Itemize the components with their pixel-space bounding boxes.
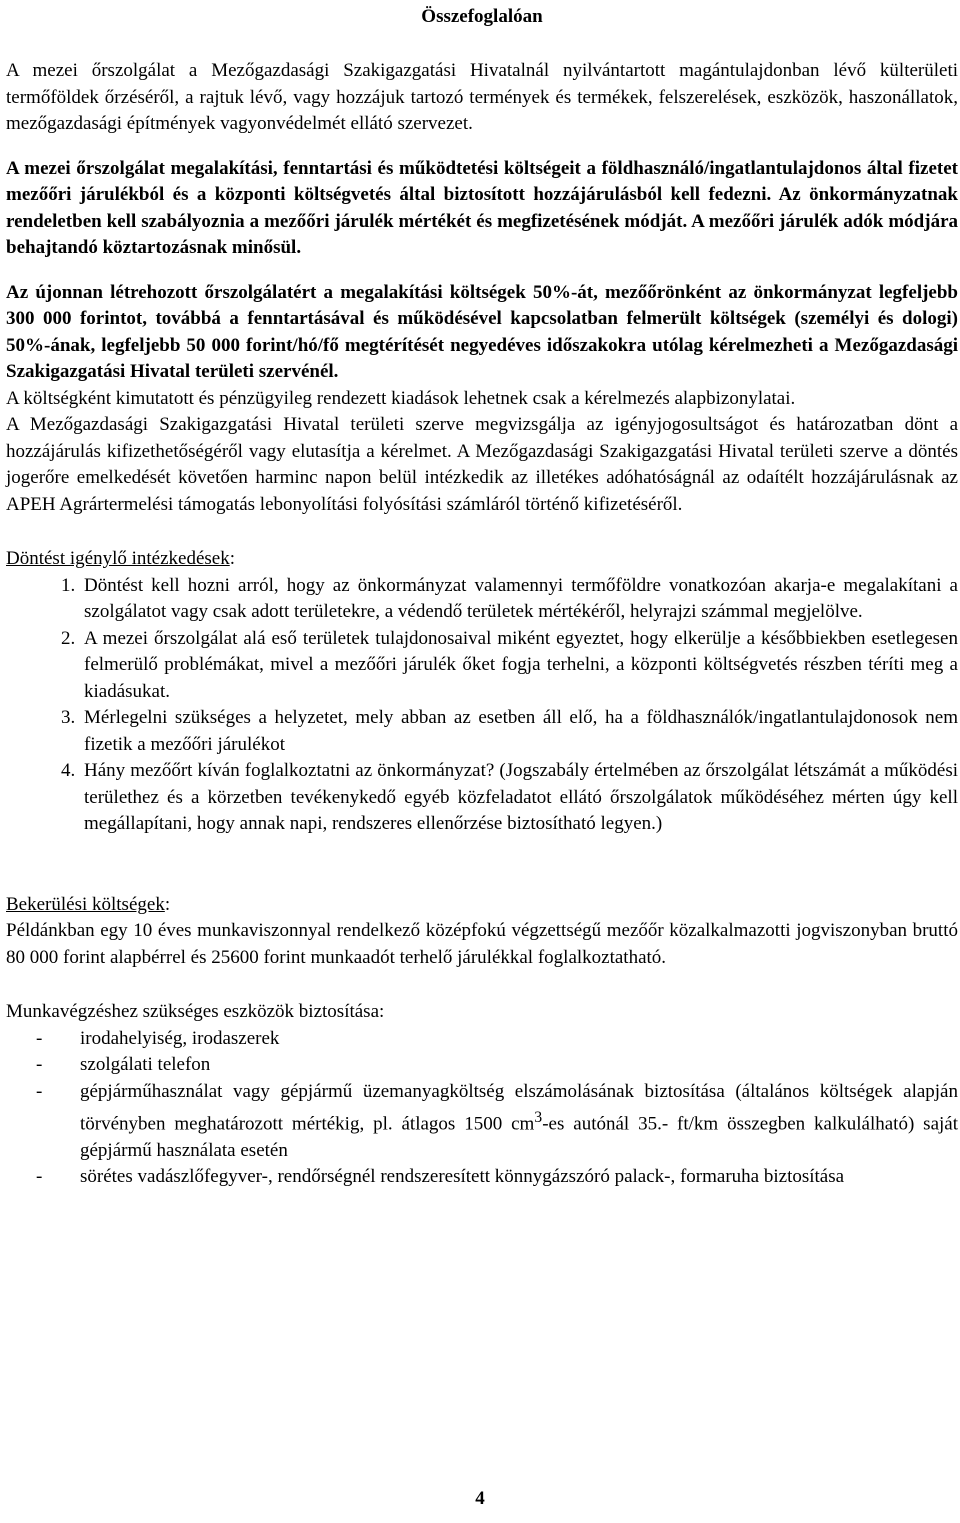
funding-paragraph: A mezei őrszolgálat megalakítási, fenntartási és működtetési költségeit a földhasználó/ingatlantulajdonos által fizetet mezőőri járulékból és a központi költségvetés által biztosított hozzájárulásból kell fedezni. Az önkormányzatnak rendeletben kell szabályoznia a mezőőri járulék mértékét és megfizetésének módját. A mezőőri járulék adók módjára behajtandó köztartozásnak minősül. [6,157,958,258]
decision-item-4: 4. Hány mezőőrt kíván foglalkoztatni az önkormányzat? (Jogszabály értelmében az őrszolgálat létszámát a működési területhez és a körzetben tevékenykedő egyéb közfeladatot ellátó őrszolgálatok működéséhez mérten úgy kell megállapítani, hogy annak napi, rendszeres ellenőrzése biztosítható legyen.) [80,758,958,838]
vehicle-text-before: gépjárműhasználat vagy gépjármű üzemanyagköltség elszámolásának biztosítása (általános költségek alapján törvényben meghatározott mértékig, pl. átlagos 1500 cm [80,1080,958,1135]
intro-paragraph: A mezei őrszolgálat a Mezőgazdasági Szakigazgatási Hivatalnál nyilvántartott magántulajdonban lévő külterületi termőföldek őrzéséről, a rajtuk lévő, vagy hozzájuk tartozó termények és termékek, felszerelések, eszközök, haszonállatok, mezőgazdasági építmények vagyonvédelmét ellátó szervezet. [6,60,958,134]
costs-heading [6,892,958,919]
decisions-section [6,546,958,838]
decision-item-2: 2. A mezei őrszolgálat alá eső területek tulajdonosaival miként egyeztet, hogy elkerülje a későbbiekben esetlegesen felmerülő problémákat, mivel a mezőőri járulék őket fogja terhelni, a központi költségvetés részben téríti meg a kiadásukat. [80,626,958,706]
tool-item-vehicle [6,1079,958,1165]
superscript-three: 3 [534,1109,543,1126]
dash-bullet: - [36,1080,43,1102]
costs-heading-text: Bekerülési költségek [6,893,165,915]
costs-section [6,892,958,972]
expenses-paragraph: A költségként kimutatott és pénzügyileg rendezett kiadások lehetnek csak a kérelmezés alapbizonylatai. [6,387,796,409]
tools-list [6,1026,958,1191]
document-page [6,0,958,1191]
authority-paragraph: A Mezőgazdasági Szakigazgatási Hivatal területi szerve megvizsgálja az igényjogosultságot és határozatban dönt a hozzájárulás kifizethetőségéről vagy elutasítja a kérelmet. A Mezőgazdasági Szakigazgatási Hivatal területi szerve a döntés jogerőre emelkedését követően harminc napon belül intézkedik az illetékes adóhatóságnál az odaítélt hozzájárulásnak az APEH Agrártermelési támogatás lebonyolítási folyósítási számláról történő kifizetéséről. [6,414,958,515]
tools-heading: Munkavégzéshez szükséges eszközök biztosítása: [6,1001,385,1022]
vehicle-text-after: -es autónál 35.- ft/km összegben kalkulálható) saját gépjármű használata esetén [80,1113,958,1161]
tool-item-office [6,1026,958,1053]
dash-bullet: - [36,1166,43,1188]
dash-bullet: - [36,1054,43,1075]
decisions-heading-text: Döntést igénylő intézkedések [6,548,230,569]
tool-item-phone [6,1052,958,1079]
page-number: 4 [475,1488,485,1509]
reimbursement-paragraph: Az újonnan létrehozott őrszolgálatért a megalakítási költségek 50%-át, mezőőrönként az önkormányzat legfeljebb 300 000 forintot, továbbá a fenntartásával és működésével kapcsolatban felmerült költségek (személyi és dologi) 50%-ának, legfeljebb 50 000 forint/hó/fő megtérítését negyedéves időszakokra utólag kérelmezheti a Mezőgazdasági Szakigazgatási Hivatal területi szervénél. [6,281,958,382]
decisions-list [6,573,958,838]
costs-paragraph: Példánkban egy 10 éves munkaviszonnyal rendelkező középfokú végzettségű mezőőr közalkalmazotti jogviszonyban bruttó 80 000 forint alapbérrel és 25600 forint munkaadót terhelő járulékkal foglalkoztatható. [6,920,958,968]
decisions-heading [6,546,958,573]
tool-item-text: irodahelyiség, irodaszerek [80,1027,280,1049]
dash-bullet: - [36,1027,43,1049]
decision-item-3: 3. Mérlegelni szükséges a helyzetet, mely abban az esetben áll elő, ha a földhasználók/ingatlantulajdonosok nem fizetik a mezőőri járulékot [80,705,958,758]
tools-section [6,999,958,1191]
page-title: Összefoglalóan [421,6,543,27]
tool-item-text: sörétes vadászlőfegyver-, rendőrségnél rendszeresített könnygázszóró palack-, formaruha biztosítása [80,1166,845,1188]
tool-item-text: szolgálati telefon [80,1054,211,1075]
costs-heading-colon: : [164,893,171,915]
tool-item-equipment [6,1164,958,1191]
decisions-heading-colon: : [229,548,235,569]
decision-item-1: 1. Döntést kell hozni arról, hogy az önkormányzat valamennyi termőföldre vonatkozóan akarja-e megalakítani a szolgálatot vagy csak adott területekre, a védendő területek mértékéről, helyrajzi számmal megjelölve. [80,573,958,626]
